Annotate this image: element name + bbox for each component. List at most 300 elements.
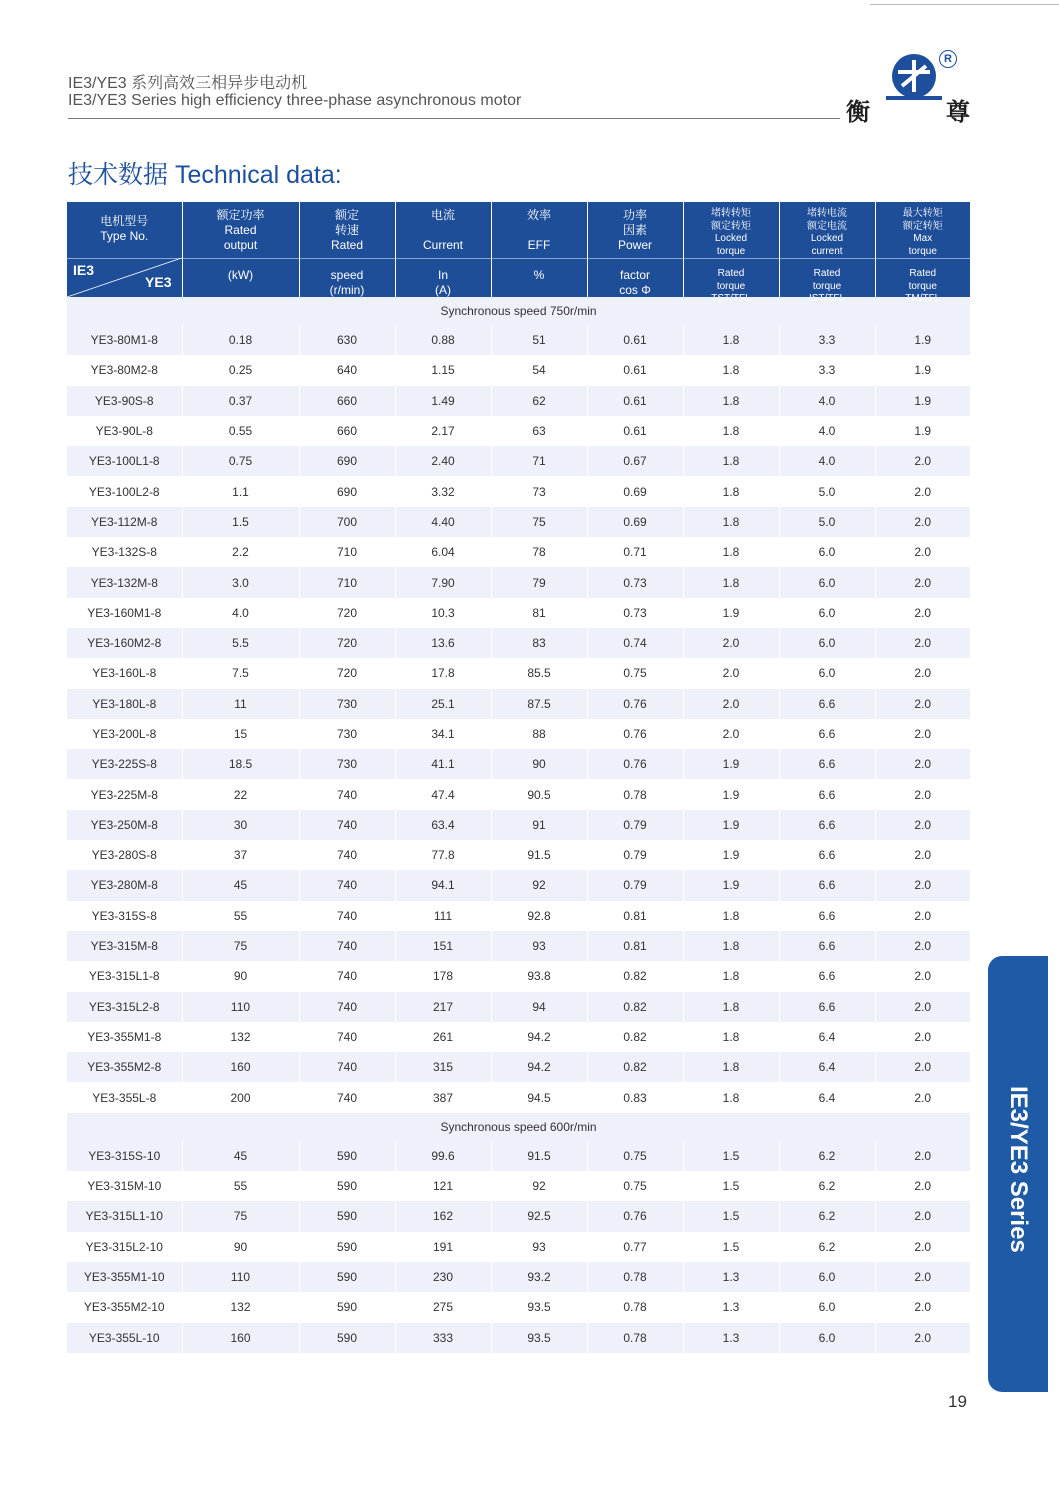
data-cell: 0.61 [587, 325, 683, 355]
data-cell: 111 [395, 901, 491, 931]
synchronous-speed-label: Synchronous speed 750r/min [67, 297, 970, 325]
header-line: Rated [717, 268, 745, 279]
header-line: 堵转电流 [807, 208, 847, 219]
column-header-7 [779, 202, 875, 304]
type-number-cell: YE3-80M2-8 [67, 355, 182, 385]
data-cell: 34.1 [395, 719, 491, 749]
data-cell: 6.6 [779, 749, 875, 779]
header-line: torque [908, 280, 937, 292]
table-row [67, 779, 970, 809]
data-cell: 0.75 [587, 1141, 683, 1171]
data-cell: 333 [395, 1323, 491, 1353]
data-cell: 2.0 [875, 507, 970, 537]
data-cell: 0.77 [587, 1232, 683, 1262]
data-cell: 0.73 [587, 567, 683, 597]
data-cell: 275 [395, 1292, 491, 1322]
data-cell: 51 [491, 325, 587, 355]
data-cell: 90 [182, 1232, 299, 1262]
data-cell: 1.49 [395, 386, 491, 416]
table-row [67, 840, 970, 870]
data-cell: 63.4 [395, 810, 491, 840]
data-cell: 1.9 [683, 779, 779, 809]
data-cell: 0.79 [587, 840, 683, 870]
data-cell: 740 [299, 1052, 395, 1082]
data-cell: 2.0 [875, 1171, 970, 1201]
header-line: Rated [224, 223, 257, 237]
type-number-cell: YE3-90L-8 [67, 416, 182, 446]
data-cell: 1.8 [683, 446, 779, 476]
data-cell: 10.3 [395, 598, 491, 628]
data-cell: 740 [299, 931, 395, 961]
header-line: output [223, 238, 258, 252]
header-line: 最大转矩 [902, 208, 943, 219]
data-cell: 18.5 [182, 749, 299, 779]
data-cell: 90 [491, 749, 587, 779]
page-number: 19 [948, 1392, 967, 1411]
type-number-cell: YE3-80M1-8 [67, 325, 182, 355]
data-cell: 41.1 [395, 749, 491, 779]
type-number-cell: YE3-315L2-10 [67, 1232, 182, 1262]
data-cell: 1.8 [683, 931, 779, 961]
header-line: 功率 [622, 208, 647, 222]
type-number-cell: YE3-315M-10 [67, 1171, 182, 1201]
data-cell: 217 [395, 992, 491, 1022]
header-line: In [437, 268, 448, 282]
data-cell: 85.5 [491, 658, 587, 688]
table-row [67, 1323, 970, 1353]
data-cell: 160 [182, 1323, 299, 1353]
data-cell: 2.0 [875, 901, 970, 931]
data-cell: 690 [299, 476, 395, 506]
data-cell: 1.8 [683, 567, 779, 597]
data-cell: 83 [491, 628, 587, 658]
table-row [67, 476, 970, 506]
table-row [67, 689, 970, 719]
data-cell: 0.61 [587, 416, 683, 446]
data-cell: 13.6 [395, 628, 491, 658]
data-cell: 1.9 [875, 416, 970, 446]
table-row [67, 1052, 970, 1082]
data-cell: 0.82 [587, 1052, 683, 1082]
data-cell: 37 [182, 840, 299, 870]
data-cell: 91.5 [491, 840, 587, 870]
data-cell: 2.0 [875, 779, 970, 809]
data-cell: 55 [182, 901, 299, 931]
data-cell: 92.5 [491, 1201, 587, 1231]
data-cell: 71 [491, 446, 587, 476]
table-row [67, 1171, 970, 1201]
header-line: (r/min) [329, 283, 365, 297]
data-cell: 1.5 [182, 507, 299, 537]
data-cell: 11 [182, 689, 299, 719]
table-row [67, 325, 970, 355]
header-line: torque [716, 245, 746, 257]
data-cell: 1.9 [683, 840, 779, 870]
header-line: Locked [714, 233, 748, 244]
data-cell: 2.0 [683, 628, 779, 658]
data-cell: 75 [182, 1201, 299, 1231]
data-cell: 1.3 [683, 1323, 779, 1353]
data-cell: 6.0 [779, 658, 875, 688]
data-cell: 4.0 [779, 386, 875, 416]
data-cell: 94.2 [491, 1052, 587, 1082]
table-row [67, 1082, 970, 1112]
data-cell: 590 [299, 1141, 395, 1171]
data-cell: 79 [491, 567, 587, 597]
data-cell: 1.8 [683, 507, 779, 537]
data-cell: 0.76 [587, 689, 683, 719]
header-line: Rated [909, 268, 937, 279]
table-row [67, 1232, 970, 1262]
ye3-label: YE3 [145, 274, 172, 290]
type-number-cell: YE3-280S-8 [67, 840, 182, 870]
data-cell: 710 [299, 567, 395, 597]
data-cell: 110 [182, 992, 299, 1022]
data-cell: 6.6 [779, 779, 875, 809]
column-header-0 [67, 202, 182, 297]
type-number-cell: YE3-355M1-10 [67, 1262, 182, 1292]
data-cell: 4.40 [395, 507, 491, 537]
data-cell: 1.9 [875, 325, 970, 355]
synchronous-speed-label: Synchronous speed 600r/min [67, 1113, 970, 1141]
data-cell: 0.78 [587, 779, 683, 809]
data-cell: 6.2 [779, 1141, 875, 1171]
data-cell: 740 [299, 870, 395, 900]
header-line: cos Φ [619, 283, 651, 297]
data-cell: 151 [395, 931, 491, 961]
data-cell: 6.6 [779, 719, 875, 749]
table-row [67, 1141, 970, 1171]
data-cell: 315 [395, 1052, 491, 1082]
data-cell: 730 [299, 689, 395, 719]
data-cell: 1.5 [683, 1201, 779, 1231]
data-cell: 230 [395, 1262, 491, 1292]
column-header-5 [587, 202, 683, 297]
header-line: 效率 [526, 208, 551, 222]
data-cell: 1.9 [683, 810, 779, 840]
data-cell: 2.0 [875, 446, 970, 476]
header-line: Current [422, 238, 463, 252]
table-row [67, 355, 970, 385]
data-cell: 1.8 [683, 386, 779, 416]
header-title-en: IE3/YE3 Series high efficiency three-phase asynchronous motor [68, 92, 522, 109]
data-cell: 88 [491, 719, 587, 749]
data-cell: 730 [299, 719, 395, 749]
table-row [67, 931, 970, 961]
data-cell: 720 [299, 628, 395, 658]
header-line: EFF [527, 238, 551, 252]
data-cell: 0.82 [587, 992, 683, 1022]
data-cell: 0.74 [587, 628, 683, 658]
data-cell: 91 [491, 810, 587, 840]
data-cell: 0.61 [587, 386, 683, 416]
type-number-cell: YE3-225M-8 [67, 779, 182, 809]
data-cell: 2.0 [683, 719, 779, 749]
type-number-cell: YE3-315L1-10 [67, 1201, 182, 1231]
data-cell: 3.32 [395, 476, 491, 506]
data-cell: 2.0 [875, 1141, 970, 1171]
data-cell: 2.0 [875, 1323, 970, 1353]
header-line: IST/TFL [808, 293, 846, 304]
data-cell: 660 [299, 416, 395, 446]
data-cell: 4.0 [182, 598, 299, 628]
data-cell: 87.5 [491, 689, 587, 719]
type-header-line: Type No. [100, 229, 149, 243]
data-cell: 590 [299, 1323, 395, 1353]
data-cell: 6.6 [779, 992, 875, 1022]
data-cell: 0.76 [587, 1201, 683, 1231]
data-cell: 0.75 [587, 658, 683, 688]
type-number-cell: YE3-315S-8 [67, 901, 182, 931]
data-cell: 740 [299, 1082, 395, 1112]
data-cell: 0.55 [182, 416, 299, 446]
data-cell: 75 [182, 931, 299, 961]
type-number-cell: YE3-315L1-8 [67, 961, 182, 991]
type-number-cell: YE3-355M2-10 [67, 1292, 182, 1322]
column-header-2 [299, 202, 395, 297]
header-line: 转速 [334, 223, 359, 237]
data-cell: 6.0 [779, 567, 875, 597]
column-header-1 [182, 202, 299, 297]
table-row [67, 810, 970, 840]
data-cell: 0.76 [587, 749, 683, 779]
top-rule [870, 4, 1059, 5]
type-number-cell: YE3-180L-8 [67, 689, 182, 719]
data-cell: 2.0 [875, 870, 970, 900]
type-number-cell: YE3-132S-8 [67, 537, 182, 567]
data-cell: 1.9 [683, 870, 779, 900]
data-cell: 0.83 [587, 1082, 683, 1112]
data-cell: 93.2 [491, 1262, 587, 1292]
data-cell: 94.2 [491, 1022, 587, 1052]
data-cell: 0.67 [587, 446, 683, 476]
table-row [67, 992, 970, 1022]
data-cell: 2.0 [875, 1292, 970, 1322]
header-line: torque [716, 280, 746, 292]
data-cell: 178 [395, 961, 491, 991]
data-cell: 1.8 [683, 901, 779, 931]
data-cell: 2.0 [875, 1232, 970, 1262]
table-row [67, 961, 970, 991]
data-cell: 92 [491, 870, 587, 900]
type-header-line: 电机型号 [100, 214, 149, 228]
data-cell: 6.4 [779, 1052, 875, 1082]
data-cell: 6.0 [779, 1323, 875, 1353]
data-cell: 720 [299, 598, 395, 628]
data-cell: 191 [395, 1232, 491, 1262]
data-cell: 740 [299, 840, 395, 870]
data-cell: 0.75 [182, 446, 299, 476]
data-cell: 47.4 [395, 779, 491, 809]
table-row [67, 1022, 970, 1052]
data-cell: 1.8 [683, 355, 779, 385]
data-cell: 0.79 [587, 870, 683, 900]
table-row [67, 416, 970, 446]
data-cell: 660 [299, 386, 395, 416]
data-cell: 2.0 [875, 567, 970, 597]
data-cell: 6.6 [779, 689, 875, 719]
column-header-4 [491, 202, 587, 297]
data-cell: 740 [299, 992, 395, 1022]
type-number-cell: YE3-355L-8 [67, 1082, 182, 1112]
data-cell: 590 [299, 1232, 395, 1262]
data-cell: 740 [299, 810, 395, 840]
data-cell: 93.8 [491, 961, 587, 991]
data-cell: 93.5 [491, 1323, 587, 1353]
data-cell: 91.5 [491, 1141, 587, 1171]
data-cell: 5.5 [182, 628, 299, 658]
data-cell: 2.0 [875, 810, 970, 840]
header-rule [68, 118, 840, 119]
data-cell: 1.8 [683, 961, 779, 991]
data-cell: 2.0 [683, 689, 779, 719]
data-cell: 1.8 [683, 992, 779, 1022]
data-cell: 6.6 [779, 961, 875, 991]
type-number-cell: YE3-200L-8 [67, 719, 182, 749]
data-cell: 162 [395, 1201, 491, 1231]
data-cell: 2.0 [875, 598, 970, 628]
table-row [67, 901, 970, 931]
data-cell: 4.0 [779, 416, 875, 446]
data-cell: 0.75 [587, 1171, 683, 1201]
data-cell: 690 [299, 446, 395, 476]
data-cell: 740 [299, 901, 395, 931]
data-cell: 630 [299, 325, 395, 355]
data-cell: 15 [182, 719, 299, 749]
data-cell: 45 [182, 870, 299, 900]
data-cell: 6.0 [779, 628, 875, 658]
data-cell: 45 [182, 1141, 299, 1171]
data-cell: 2.0 [875, 658, 970, 688]
type-number-cell: YE3-315S-10 [67, 1141, 182, 1171]
data-cell: 4.0 [779, 446, 875, 476]
data-cell: 55 [182, 1171, 299, 1201]
table-row [67, 446, 970, 476]
table-row [67, 628, 970, 658]
data-cell: 132 [182, 1292, 299, 1322]
table-row [67, 658, 970, 688]
data-cell: 2.17 [395, 416, 491, 446]
data-cell: 6.4 [779, 1082, 875, 1112]
data-cell: 62 [491, 386, 587, 416]
data-cell: 6.2 [779, 1171, 875, 1201]
header-line: 额定转矩 [902, 220, 943, 232]
data-cell: 1.9 [683, 598, 779, 628]
logo-char-left: 衡 [846, 98, 870, 126]
data-cell: 2.0 [875, 719, 970, 749]
data-cell: 1.9 [683, 749, 779, 779]
data-cell: 0.37 [182, 386, 299, 416]
data-cell: 2.0 [875, 1022, 970, 1052]
header-line: torque [812, 280, 842, 292]
data-cell: 2.0 [875, 992, 970, 1022]
data-cell: 0.61 [587, 355, 683, 385]
table-row [67, 719, 970, 749]
data-cell: 6.0 [779, 1292, 875, 1322]
header-line: Power [617, 238, 652, 252]
type-number-cell: YE3-90S-8 [67, 386, 182, 416]
header-line [396, 223, 491, 238]
series-side-tab [988, 956, 1048, 1392]
header-line: Rated [813, 268, 841, 279]
data-cell: 1.15 [395, 355, 491, 385]
data-cell: 54 [491, 355, 587, 385]
data-cell: 0.81 [587, 901, 683, 931]
data-cell: 5.0 [779, 476, 875, 506]
data-cell: 94.5 [491, 1082, 587, 1112]
header-line: (kW) [227, 268, 254, 282]
data-cell: 0.25 [182, 355, 299, 385]
data-cell: 0.78 [587, 1262, 683, 1292]
data-cell: 720 [299, 658, 395, 688]
data-cell: 1.8 [683, 416, 779, 446]
data-cell: 590 [299, 1262, 395, 1292]
type-number-cell: YE3-160M2-8 [67, 628, 182, 658]
data-cell: 0.78 [587, 1292, 683, 1322]
data-cell: 6.0 [779, 537, 875, 567]
section-title: 技术数据 Technical data: [68, 161, 342, 189]
data-cell: 1.8 [683, 1082, 779, 1112]
data-cell: 1.5 [683, 1171, 779, 1201]
data-cell: 261 [395, 1022, 491, 1052]
type-number-cell: YE3-355M2-8 [67, 1052, 182, 1082]
data-cell: 1.8 [683, 537, 779, 567]
header-line: TST/TFL [711, 293, 751, 304]
data-cell: 6.6 [779, 810, 875, 840]
data-cell: 0.88 [395, 325, 491, 355]
data-cell: 0.18 [182, 325, 299, 355]
data-cell: 6.0 [779, 598, 875, 628]
data-cell: 121 [395, 1171, 491, 1201]
data-cell: 590 [299, 1201, 395, 1231]
header-line: factor [619, 268, 650, 282]
data-cell: 0.69 [587, 476, 683, 506]
data-cell: 2.0 [683, 658, 779, 688]
data-cell: 132 [182, 1022, 299, 1052]
data-cell: 160 [182, 1052, 299, 1082]
data-cell: 94 [491, 992, 587, 1022]
data-cell: 740 [299, 779, 395, 809]
data-cell: 730 [299, 749, 395, 779]
data-cell: 200 [182, 1082, 299, 1112]
data-cell: 93 [491, 1232, 587, 1262]
type-number-cell: YE3-160M1-8 [67, 598, 182, 628]
data-cell: 1.8 [683, 476, 779, 506]
type-number-cell: YE3-225S-8 [67, 749, 182, 779]
data-cell: 6.4 [779, 1022, 875, 1052]
data-cell: 590 [299, 1292, 395, 1322]
side-tab-label: IE3/YE3 Series [1005, 1086, 1032, 1253]
data-cell: 7.5 [182, 658, 299, 688]
data-cell: 710 [299, 537, 395, 567]
data-cell: 2.0 [875, 961, 970, 991]
data-cell: 1.1 [182, 476, 299, 506]
header-line: (A) [435, 283, 451, 297]
column-header-8 [875, 202, 970, 304]
data-cell: 22 [182, 779, 299, 809]
header-line: 电流 [430, 208, 455, 222]
data-cell: 640 [299, 355, 395, 385]
table-row [67, 870, 970, 900]
data-cell: 90.5 [491, 779, 587, 809]
data-cell: 740 [299, 1022, 395, 1052]
data-cell: 78 [491, 537, 587, 567]
header-line: TM/TFL [905, 293, 941, 304]
data-cell: 77.8 [395, 840, 491, 870]
data-cell: 5.0 [779, 507, 875, 537]
data-cell: 1.5 [683, 1232, 779, 1262]
table-row [67, 749, 970, 779]
